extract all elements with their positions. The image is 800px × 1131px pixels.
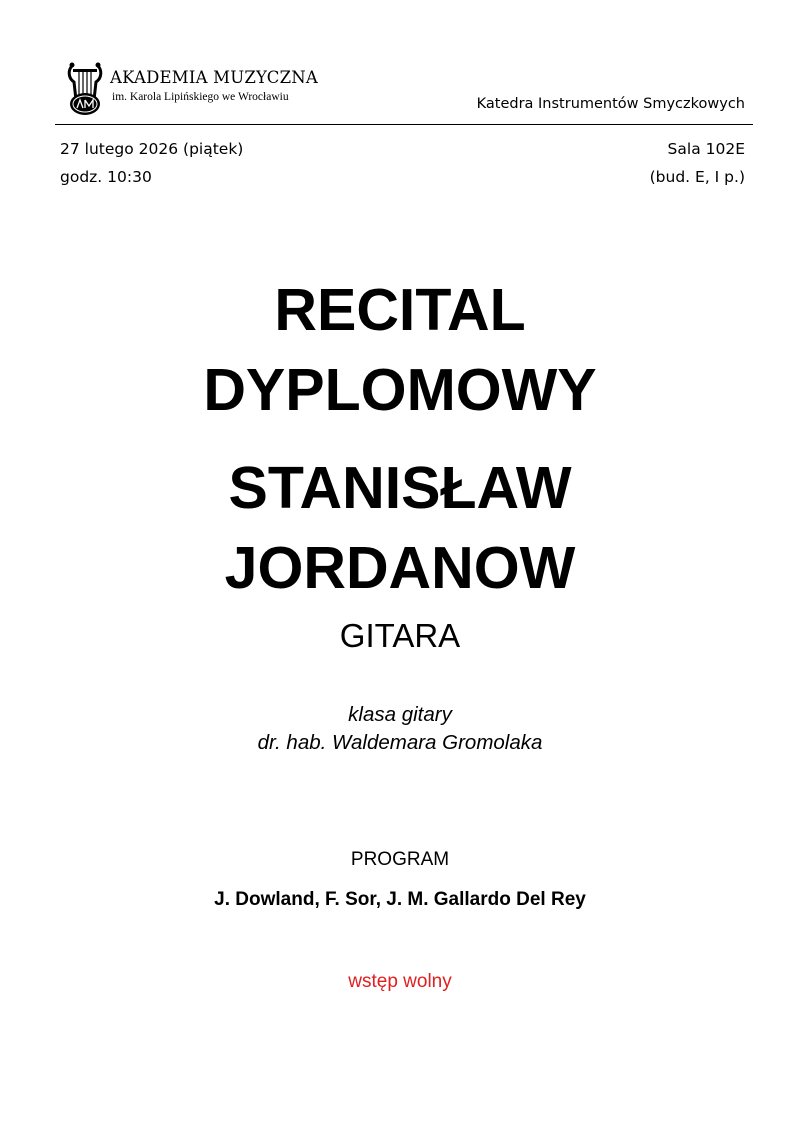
performer-first-name: STANISŁAW — [228, 455, 572, 521]
program-heading: PROGRAM — [350, 849, 450, 870]
performer-last-name: JORDANOW — [224, 535, 576, 601]
event-building: (bud. E, I p.) — [649, 168, 745, 186]
event-time: godz. 10:30 — [60, 168, 152, 186]
academy-logo — [64, 60, 364, 120]
title-line-2: DYPLOMOWY — [203, 357, 597, 423]
lyre-icon — [64, 60, 106, 116]
location-block — [650, 135, 745, 191]
institution-subtitle: im. Karola Lipińskiego we Wrocławiu — [112, 91, 289, 103]
class-label: klasa gitary — [348, 703, 452, 726]
date-time-block — [60, 135, 243, 191]
instrument: GITARA — [339, 617, 461, 654]
department-name: Katedra Instrumentów Smyczkowych — [476, 96, 745, 112]
header-divider — [55, 124, 753, 125]
title-line-1: RECITAL — [274, 277, 526, 343]
institution-name: AKADEMIA MUZYCZNA — [110, 68, 319, 87]
event-room: Sala 102E — [667, 140, 745, 158]
teacher-name: dr. hab. Waldemara Gromolaka — [257, 731, 543, 754]
event-date: 27 lutego 2026 (piątek) — [60, 140, 244, 158]
free-entry-note: wstęp wolny — [348, 971, 452, 992]
program-composers: J. Dowland, F. Sor, J. M. Gallardo Del Rey — [214, 889, 586, 910]
